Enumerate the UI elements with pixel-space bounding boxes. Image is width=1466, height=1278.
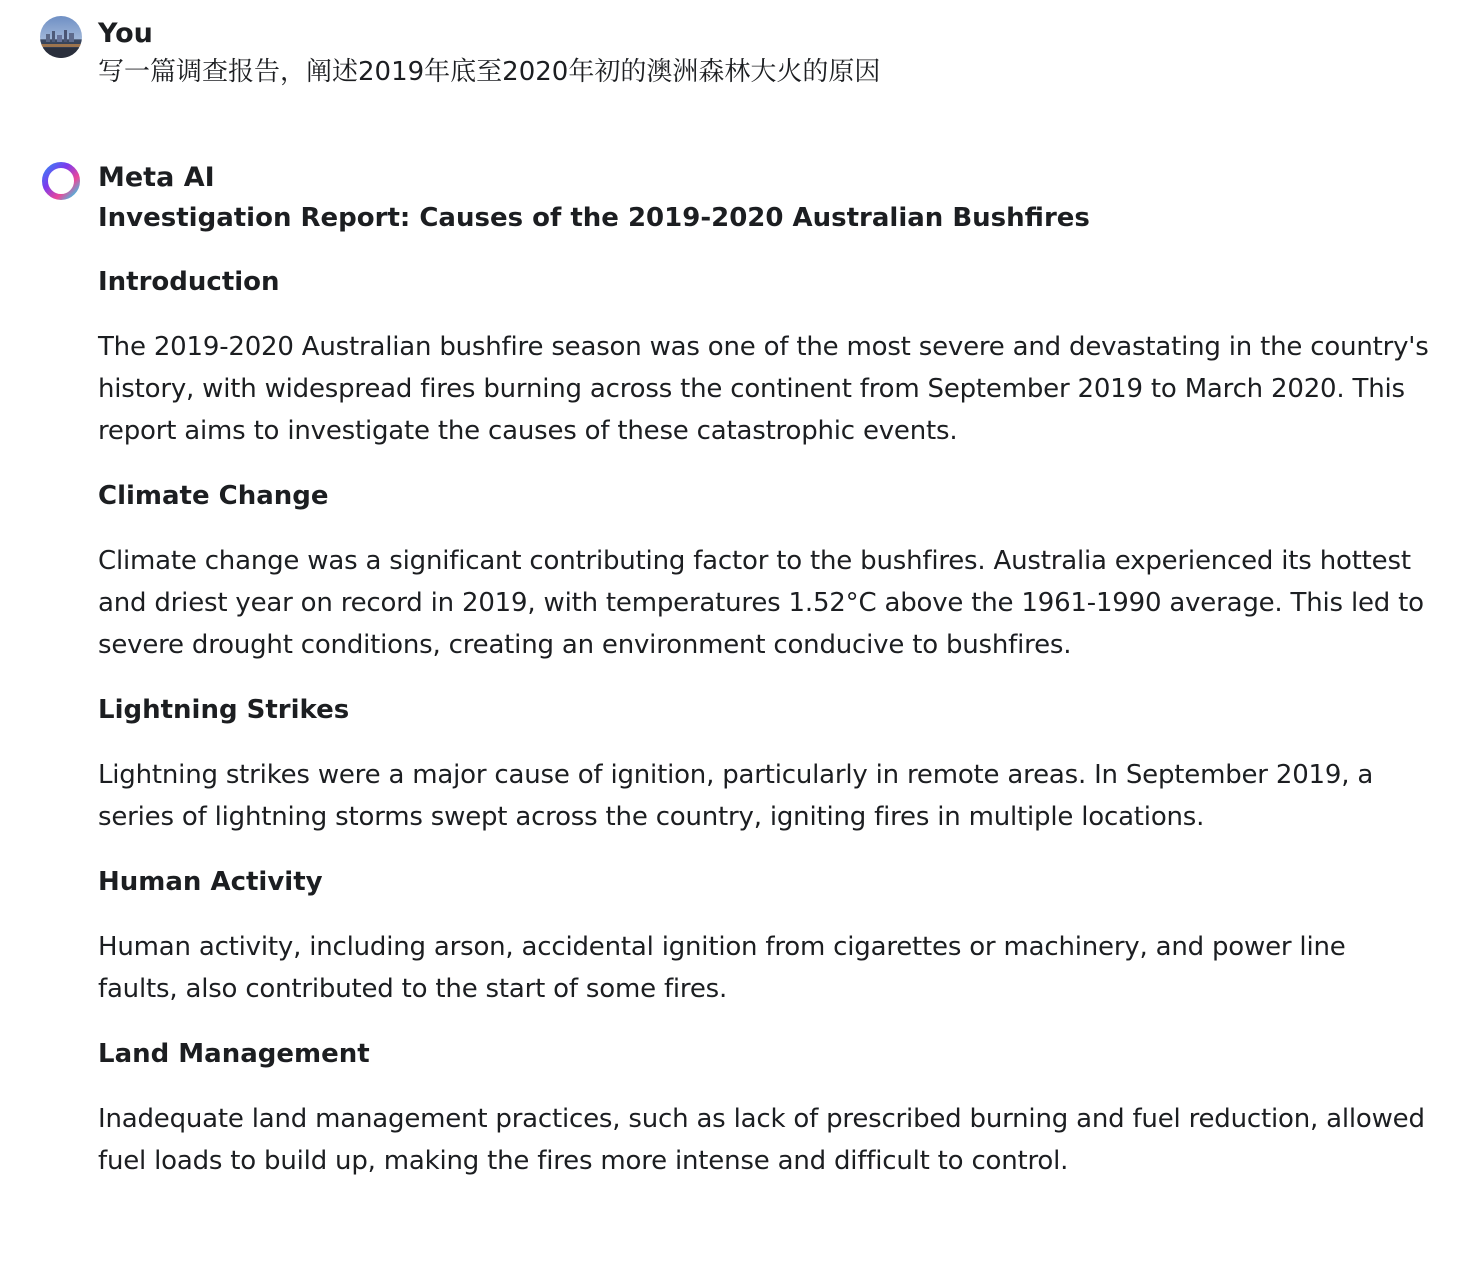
section-heading-lightning-strikes: Lightning Strikes bbox=[98, 695, 350, 725]
section-heading-human-activity: Human Activity bbox=[98, 867, 323, 897]
section-text-introduction: The 2019-2020 Australian bushfire season was one of the most severe and devastating in the country's history, with widespread fires burning across the continent from September 2019 to March 2020. This report aims to investigate the causes of these catastrophic events. bbox=[98, 332, 1429, 446]
section-heading-land-management: Land Management bbox=[98, 1039, 370, 1069]
section-heading-introduction: Introduction bbox=[98, 267, 280, 297]
user-sender-name: You bbox=[98, 18, 153, 49]
report-title: Investigation Report: Causes of the 2019-2020 Australian Bushfires bbox=[98, 203, 1090, 233]
ai-message bbox=[40, 160, 1430, 1270]
meta-ai-ring-icon bbox=[40, 160, 82, 202]
ai-sender-name: Meta AI bbox=[98, 162, 215, 193]
section-text-human-activity: Human activity, including arson, accidental ignition from cigarettes or machinery, and power line faults, also contributed to the start of some fires. bbox=[98, 932, 1346, 1004]
user-message bbox=[40, 16, 1430, 106]
section-text-lightning-strikes: Lightning strikes were a major cause of ignition, particularly in remote areas. In September 2019, a series of lightning storms swept across the country, igniting fires in multiple locations. bbox=[98, 760, 1374, 832]
user-avatar[interactable] bbox=[40, 16, 82, 58]
section-text-land-management: Inadequate land management practices, such as lack of prescribed burning and fuel reduction, allowed fuel loads to build up, making the fires more intense and difficult to control. bbox=[98, 1104, 1425, 1176]
section-heading-climate-change: Climate Change bbox=[98, 481, 329, 511]
ai-avatar[interactable] bbox=[40, 160, 82, 202]
user-message-text: 写一篇调查报告，阐述2019年底至2020年初的澳洲森林大火的原因 bbox=[98, 57, 881, 87]
section-text-climate-change: Climate change was a significant contributing factor to the bushfires. Australia experienced its hottest and driest year on record in 2019, with temperatures 1.52°C above the 1961-1990 average. This led to severe drought conditions, creating an environment conducive to bushfires. bbox=[98, 546, 1424, 660]
user-avatar-icon bbox=[40, 16, 82, 58]
